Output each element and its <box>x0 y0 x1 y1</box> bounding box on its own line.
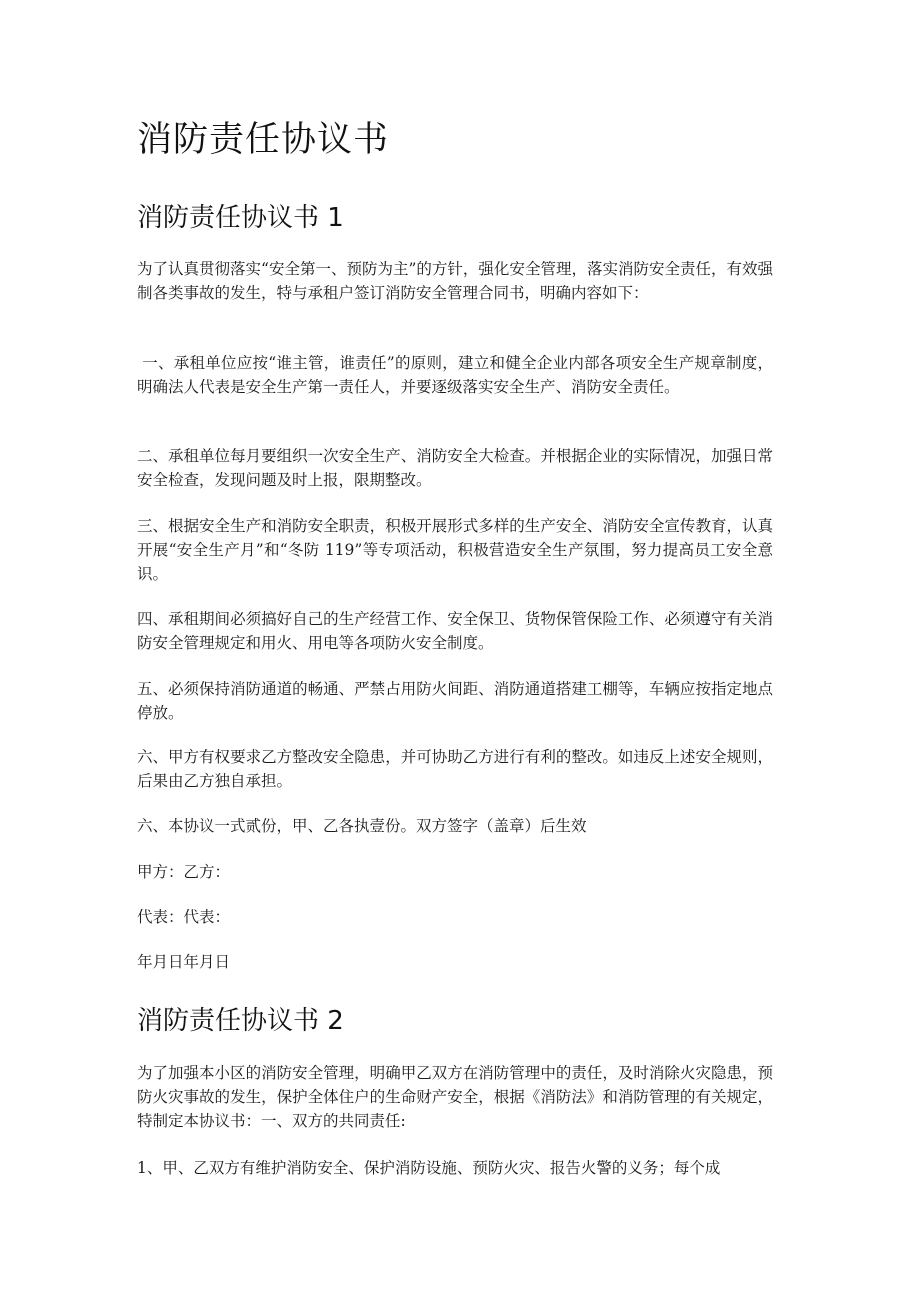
signature-party-line: 甲方：乙方： <box>137 863 231 881</box>
document-title: 消防责任协议书 <box>137 120 390 160</box>
paragraph: 六、本协议一式贰份，甲、乙各执壹份。双方签字（盖章）后生效 <box>137 817 587 835</box>
signature-date-line: 年月日年月日 <box>137 953 231 971</box>
signature-representative-line: 代表：代表： <box>137 908 231 926</box>
section-heading-1: 消防责任协议书 1 <box>137 203 344 233</box>
section-heading-2: 消防责任协议书 2 <box>137 1006 344 1036</box>
paragraph: 六、甲方有权要求乙方整改安全隐患，并可协助乙方进行有利的整改。如违反上述安全规则，后果由乙方独自承担。 <box>137 748 773 790</box>
paragraph: 五、必须保持消防通道的畅通、严禁占用防火间距、消防通道搭建工棚等，车辆应按指定地点停放。 <box>137 680 773 722</box>
paragraph: 为了加强本小区的消防安全管理，明确甲乙双方在消防管理中的责任，及时消除火灾隐患，预防火灾事故的发生，保护全体住户的生命财产安全，根据《消防法》和消防管理的有关规定，特制定本协议书：一、双方的共同责任: <box>137 1064 773 1130</box>
paragraph: 1、甲、乙双方有维护消防安全、保护消防设施、预防火灾、报告火警的义务；每个成 <box>137 1159 721 1177</box>
paragraph: 一、承租单位应按“谁主管，谁责任”的原则，建立和健全企业内部各项安全生产规章制度，明确法人代表是安全生产第一责任人，并要逐级落实安全生产、消防安全责任。 <box>137 354 773 396</box>
paragraph: 为了认真贯彻落实“安全第一、预防为主”的方针，强化安全管理，落实消防安全责任，有效强制各类事故的发生，特与承租户签订消防安全管理合同书，明确内容如下： <box>137 260 773 302</box>
paragraph: 四、承租期间必须搞好自己的生产经营工作、安全保卫、货物保管保险工作、必须遵守有关消防安全管理规定和用火、用电等各项防火安全制度。 <box>137 610 773 652</box>
paragraph: 三、根据安全生产和消防安全职责，积极开展形式多样的生产安全、消防安全宣传教育，认真开展“安全生产月”和“冬防 119”等专项活动，积极营造安全生产氛围，努力提高员工安全意识。 <box>137 517 773 583</box>
paragraph: 二、承租单位每月要组织一次安全生产、消防安全大检查。并根据企业的实际情况，加强日常安全检查，发现问题及时上报，限期整改。 <box>137 447 773 489</box>
